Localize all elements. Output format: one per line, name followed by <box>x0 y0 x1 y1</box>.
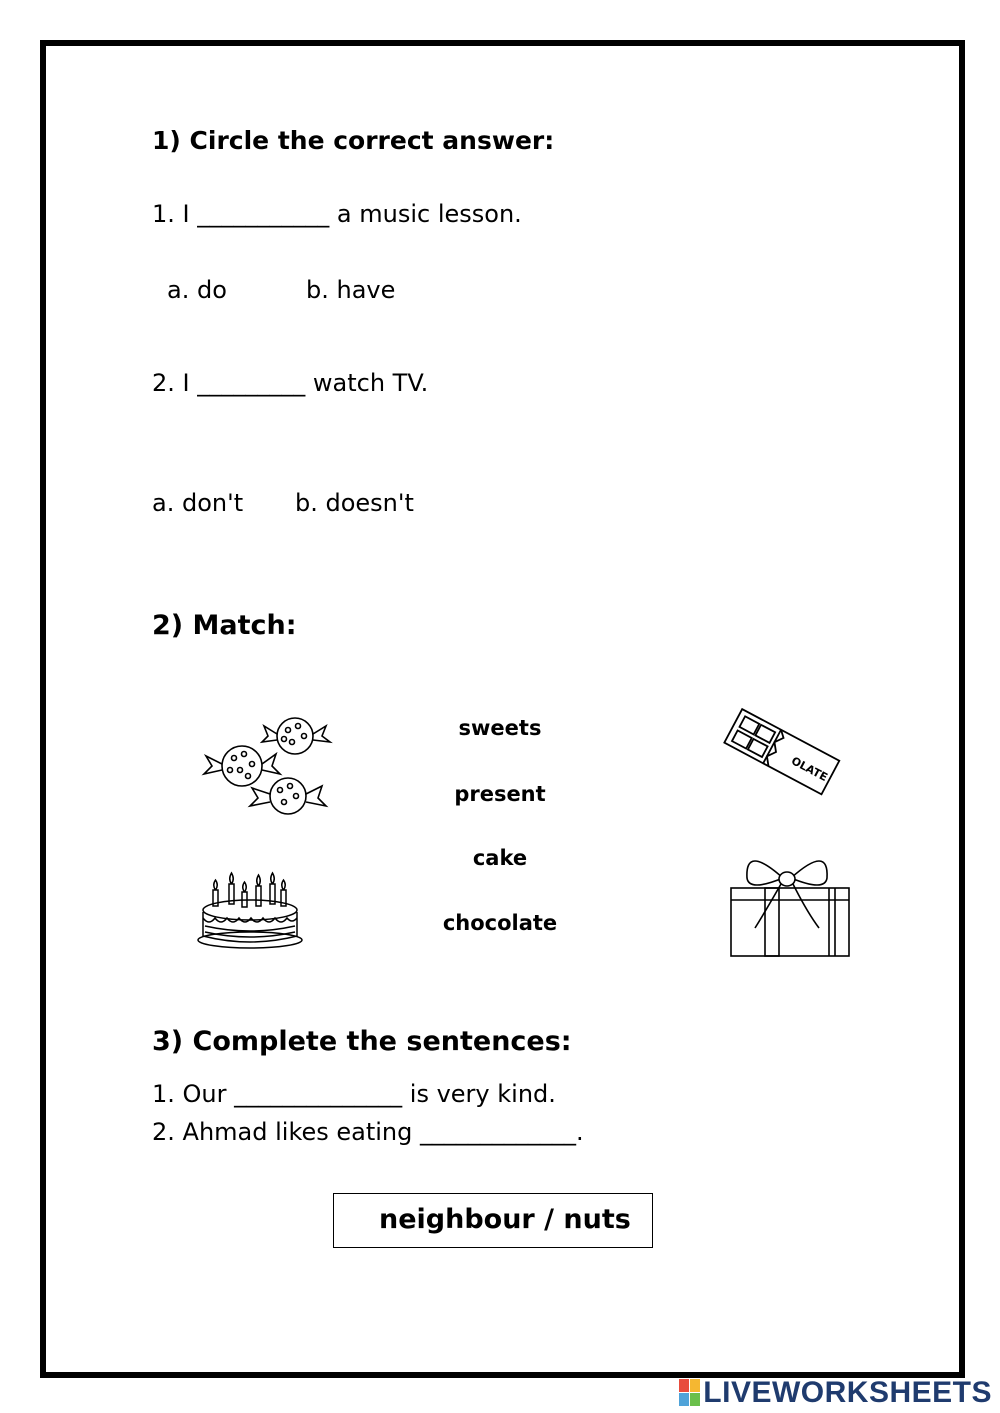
chocolate-image[interactable] <box>718 706 843 801</box>
s1-blank[interactable]: ______________ <box>234 1080 403 1108</box>
sentence-1 <box>152 1080 556 1108</box>
word-bank: neighbour / nuts <box>379 1204 631 1235</box>
q1-blank[interactable]: ___________ <box>197 200 330 228</box>
s2-prefix: 2. Ahmad likes eating <box>152 1118 413 1146</box>
sweet-icon <box>204 746 280 786</box>
q2-prefix: 2. I <box>152 369 190 397</box>
sentence-2 <box>152 1118 584 1146</box>
logo-badge-icon <box>679 1379 701 1407</box>
s2-blank[interactable]: _____________ <box>420 1118 577 1146</box>
question-2 <box>152 369 428 397</box>
word-bank-box <box>333 1193 653 1248</box>
cake-image[interactable] <box>195 870 305 950</box>
q1-suffix: a music lesson. <box>336 200 522 228</box>
q2-option-a[interactable]: a. don't <box>152 489 244 517</box>
q2-blank[interactable]: _________ <box>197 369 306 397</box>
section2-heading: 2) Match: <box>152 610 297 641</box>
sweet-icon <box>250 778 326 814</box>
chocolate-wrapper-text: OLATE <box>789 754 830 785</box>
q1-option-a[interactable]: a. do <box>167 276 227 304</box>
s1-suffix: is very kind. <box>409 1080 556 1108</box>
s1-prefix: 1. Our <box>152 1080 227 1108</box>
s2-suffix: . <box>576 1118 584 1146</box>
section3-heading: 3) Complete the sentences: <box>152 1026 572 1057</box>
present-image[interactable] <box>725 848 855 960</box>
q1-prefix: 1. I <box>152 200 190 228</box>
q1-option-b[interactable]: b. have <box>306 276 396 304</box>
match-word-present[interactable]: present <box>454 782 546 806</box>
sweets-image[interactable] <box>200 708 340 818</box>
q2-option-b[interactable]: b. doesn't <box>295 489 414 517</box>
match-word-chocolate[interactable]: chocolate <box>442 911 558 935</box>
liveworksheets-logo <box>679 1376 992 1410</box>
q2-suffix: watch TV. <box>312 369 429 397</box>
brand-name: LIVEWORKSHEETS <box>703 1376 992 1409</box>
match-word-cake[interactable]: cake <box>472 846 528 870</box>
sweet-icon <box>262 718 330 754</box>
section1-heading: 1) Circle the correct answer: <box>152 126 555 155</box>
question-1 <box>152 200 522 228</box>
match-word-sweets[interactable]: sweets <box>458 716 542 740</box>
